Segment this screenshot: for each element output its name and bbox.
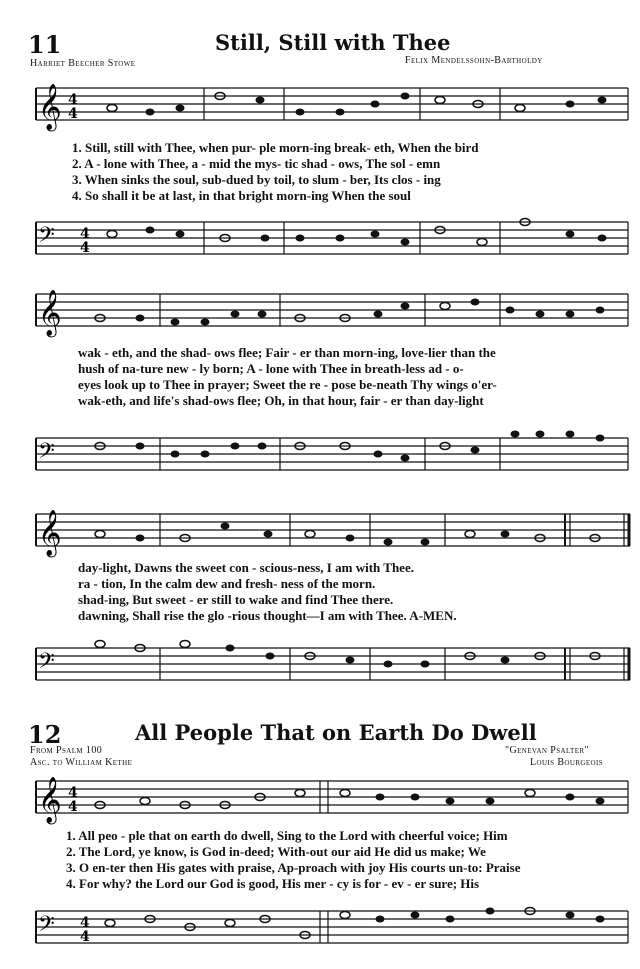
hymn-number: 12 bbox=[28, 720, 62, 749]
lyric-line: 3. O en-ter then His gates with praise, Ap-proach with joy His courts un-to: Praise bbox=[66, 860, 521, 875]
hymn-number: 11 bbox=[28, 30, 62, 59]
lyric-line: wak - eth, and the shad- ows flee; Fair - er than morn-ing, love-lier than the bbox=[78, 345, 496, 360]
svg-text:𝄢: 𝄢 bbox=[38, 649, 55, 679]
lyric-line: 3. When sinks the soul, sub-dued by toil, to slum - ber, Its clos - ing bbox=[72, 172, 441, 187]
treble-staff bbox=[0, 508, 640, 558]
svg-text:𝄢: 𝄢 bbox=[38, 439, 55, 469]
hymn-title: All People That on Earth Do Dwell bbox=[135, 720, 537, 745]
svg-text:𝄢: 𝄢 bbox=[38, 223, 55, 253]
svg-text:4: 4 bbox=[80, 915, 90, 931]
svg-text:4: 4 bbox=[68, 799, 78, 815]
music-credit: Felix Mendelssohn-Bartholdy bbox=[405, 55, 543, 66]
svg-text:4: 4 bbox=[80, 240, 90, 256]
lyric-line: wak-eth, and life's shad-ows flee; Oh, in that hour, fair - er than day-light bbox=[78, 393, 484, 408]
lyric-line: 4. So shall it be at last, in that bright morn-ing When the soul bbox=[72, 188, 411, 203]
bass-staff bbox=[0, 216, 640, 266]
treble-staff bbox=[0, 288, 640, 338]
svg-text:4: 4 bbox=[68, 785, 78, 801]
svg-text:𝄢: 𝄢 bbox=[38, 912, 55, 942]
lyric-line: dawning, Shall rise the glo -rious thought—I am with Thee. A-MEN. bbox=[78, 608, 457, 623]
svg-text:𝄞: 𝄞 bbox=[38, 777, 62, 823]
svg-text:4: 4 bbox=[80, 929, 90, 945]
lyric-line: ra - tion, In the calm dew and fresh- ness of the morn. bbox=[78, 576, 376, 591]
words-credit: Harriet Beecher Stowe bbox=[30, 58, 136, 69]
words-credit: Asc. to William Kethe bbox=[30, 757, 133, 768]
bass-staff bbox=[0, 432, 640, 482]
lyric-line: 2. A - lone with Thee, a - mid the mys- tic shad - ows, The sol - emn bbox=[72, 156, 441, 171]
lyric-line: 2. The Lord, ye know, is God in-deed; With-out our aid He did us make; We bbox=[66, 844, 486, 859]
svg-text:𝄞: 𝄞 bbox=[38, 84, 62, 130]
bass-staff bbox=[0, 642, 640, 692]
lyric-line: hush of na-ture new - ly born; A - lone with Thee in breath-less ad - o- bbox=[78, 361, 464, 376]
svg-text:𝄞: 𝄞 bbox=[38, 510, 62, 556]
hymn-title: Still, Still with Thee bbox=[215, 30, 451, 55]
svg-text:4: 4 bbox=[68, 92, 78, 108]
tune-name: "Genevan Psalter" bbox=[505, 745, 589, 756]
svg-text:4: 4 bbox=[80, 226, 90, 242]
source-credit: From Psalm 100 bbox=[30, 745, 103, 756]
lyric-line: 4. For why? the Lord our God is good, His mer - cy is for - ev - er sure; His bbox=[66, 876, 480, 891]
composer-credit: Louis Bourgeois bbox=[530, 757, 604, 768]
treble-staff bbox=[0, 775, 640, 825]
lyric-line: eyes look up to Thee in prayer; Sweet the re - pose be-neath Thy wings o'er- bbox=[78, 377, 497, 392]
svg-text:4: 4 bbox=[68, 106, 78, 122]
lyric-line: 1. All peo - ple that on earth do dwell, Sing to the Lord with cheerful voice; Him bbox=[66, 828, 508, 843]
treble-staff bbox=[0, 82, 640, 132]
bass-staff bbox=[0, 905, 640, 955]
lyric-line: day-light, Dawns the sweet con - scious-ness, I am with Thee. bbox=[78, 560, 414, 575]
svg-text:𝄞: 𝄞 bbox=[38, 290, 62, 336]
lyric-line: shad-ing, But sweet - er still to wake and find Thee there. bbox=[78, 592, 394, 607]
lyric-line: 1. Still, still with Thee, when pur- ple morn-ing break- eth, When the bird bbox=[72, 140, 479, 155]
